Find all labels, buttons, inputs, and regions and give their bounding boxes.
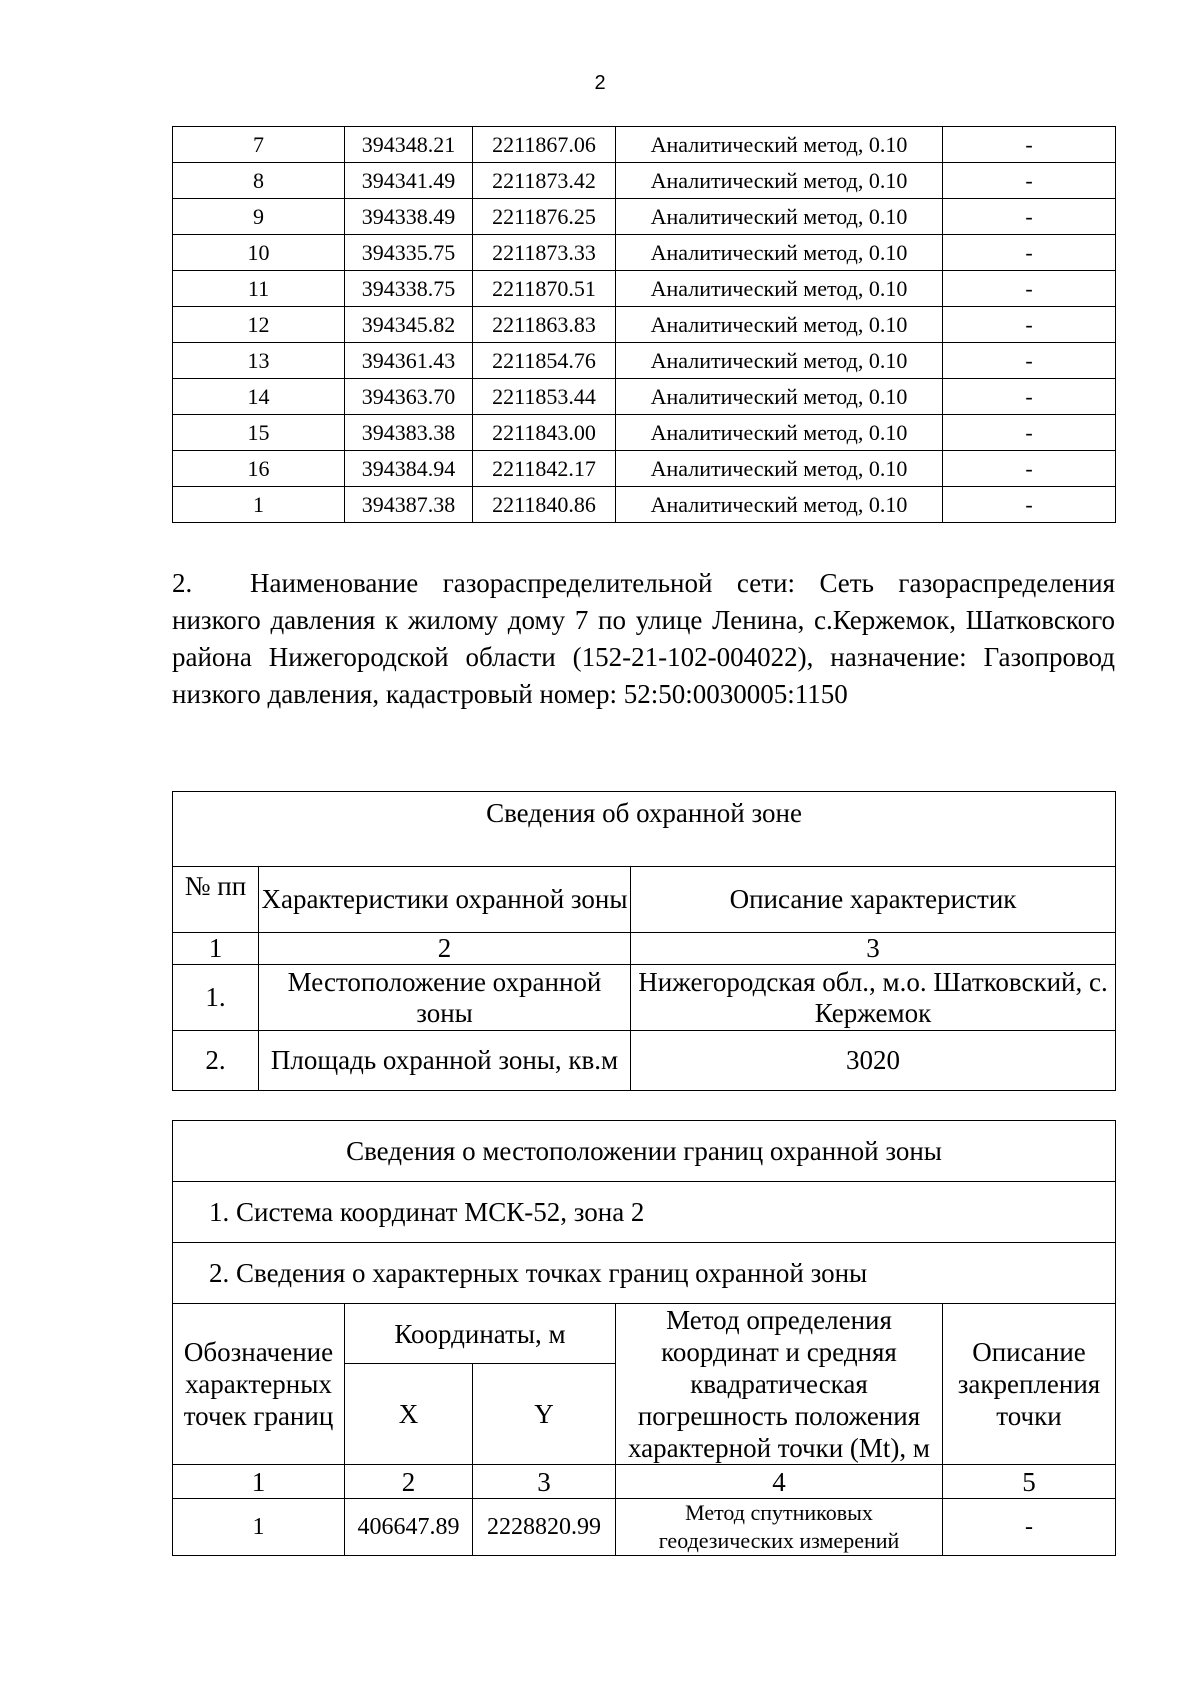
table-row — [173, 307, 1116, 343]
coords-cell-y: 2211853.44 — [473, 379, 616, 415]
coords-cell-method: Аналитический метод, 0.10 — [616, 127, 943, 163]
coords-cell-method: Аналитический метод, 0.10 — [616, 379, 943, 415]
table-row — [173, 163, 1116, 199]
zone-row-desc: 3020 — [631, 1031, 1116, 1091]
coords-cell-y: 2211863.83 — [473, 307, 616, 343]
bounds-row-method: Метод спутниковых геодезических измерений — [616, 1499, 943, 1556]
coords-cell-point: 7 — [173, 127, 345, 163]
bounds-colnum-3: 3 — [473, 1465, 616, 1499]
coords-cell-desc: - — [943, 199, 1116, 235]
coords-cell-x: 394383.38 — [345, 415, 473, 451]
coords-cell-point: 13 — [173, 343, 345, 379]
bounds-colnum-5: 5 — [943, 1465, 1116, 1499]
section-number: 2. — [172, 568, 193, 598]
coords-cell-y: 2211873.42 — [473, 163, 616, 199]
section-text: Наименование газораспределительной сети: Сеть газораспределения низкого давления к жилому дому 7 по улице Ленина, с.Кержемок, Шатковского района Нижегородской области (152-21-102-004022), назначение: Газопровод низкого давления, кадастровый номер: 52:50:0030005:1150 — [172, 568, 1115, 709]
coordinates-table — [172, 126, 1116, 523]
coords-cell-point: 16 — [173, 451, 345, 487]
coords-cell-method: Аналитический метод, 0.10 — [616, 235, 943, 271]
zone-table-title: Сведения об охранной зоне — [173, 792, 1116, 867]
coords-cell-method: Аналитический метод, 0.10 — [616, 451, 943, 487]
coords-cell-y: 2211843.00 — [473, 415, 616, 451]
coords-cell-method: Аналитический метод, 0.10 — [616, 415, 943, 451]
table-row — [173, 487, 1116, 523]
coords-cell-y: 2211870.51 — [473, 271, 616, 307]
zone-header-num: № пп — [173, 867, 259, 933]
bounds-colnum-2: 2 — [345, 1465, 473, 1499]
table-row — [173, 199, 1116, 235]
coords-cell-desc: - — [943, 127, 1116, 163]
coords-cell-y: 2211876.25 — [473, 199, 616, 235]
coords-cell-desc: - — [943, 235, 1116, 271]
coords-cell-desc: - — [943, 163, 1116, 199]
zone-row-char: Площадь охранной зоны, кв.м — [259, 1031, 631, 1091]
table-row — [173, 415, 1116, 451]
coords-cell-method: Аналитический метод, 0.10 — [616, 163, 943, 199]
bounds-row-point: 1 — [173, 1499, 345, 1556]
coords-cell-y: 2211854.76 — [473, 343, 616, 379]
zone-colnum-2: 2 — [259, 933, 631, 965]
header-designation: Обозначение характерных точек границ — [173, 1304, 345, 1465]
bounds-colnum-4: 4 — [616, 1465, 943, 1499]
section-paragraph — [172, 565, 1115, 713]
zone-row-desc: Нижегородская обл., м.о. Шатковский, с. Кержемок — [631, 965, 1116, 1031]
zone-header-char: Характеристики охранной зоны — [259, 867, 631, 933]
bounds-table-title: Сведения о местоположении границ охранной зоны — [173, 1121, 1116, 1182]
coords-cell-x: 394363.70 — [345, 379, 473, 415]
coords-cell-method: Аналитический метод, 0.10 — [616, 271, 943, 307]
protection-zone-table — [172, 791, 1116, 1091]
coords-cell-method: Аналитический метод, 0.10 — [616, 199, 943, 235]
coords-cell-y: 2211873.33 — [473, 235, 616, 271]
coords-cell-x: 394361.43 — [345, 343, 473, 379]
coords-cell-x: 394345.82 — [345, 307, 473, 343]
page-number: 2 — [594, 72, 606, 94]
coords-cell-x: 394338.75 — [345, 271, 473, 307]
zone-header-desc: Описание характеристик — [631, 867, 1116, 933]
coords-cell-x: 394384.94 — [345, 451, 473, 487]
coords-cell-desc: - — [943, 343, 1116, 379]
header-method: Метод определения координат и средняя квадратическая погрешность положения характерной точки (Mt), м — [616, 1304, 943, 1465]
coords-cell-desc: - — [943, 379, 1116, 415]
zone-row-char: Местоположение охранной зоны — [259, 965, 631, 1031]
coords-cell-point: 12 — [173, 307, 345, 343]
bounds-row-x: 406647.89 — [345, 1499, 473, 1556]
coords-cell-x: 394348.21 — [345, 127, 473, 163]
coords-cell-point: 8 — [173, 163, 345, 199]
coords-cell-desc: - — [943, 415, 1116, 451]
coords-cell-x: 394338.49 — [345, 199, 473, 235]
coords-cell-point: 11 — [173, 271, 345, 307]
table-row — [173, 379, 1116, 415]
header-fixing: Описание закрепления точки — [943, 1304, 1116, 1465]
coords-cell-y: 2211842.17 — [473, 451, 616, 487]
header-y: Y — [473, 1364, 616, 1465]
coordinate-system: 1. Система координат МСК-52, зона 2 — [173, 1182, 1116, 1243]
zone-colnum-1: 1 — [173, 933, 259, 965]
coords-cell-method: Аналитический метод, 0.10 — [616, 487, 943, 523]
coords-cell-x: 394335.75 — [345, 235, 473, 271]
zone-row-num: 1. — [173, 965, 259, 1031]
table-row — [173, 343, 1116, 379]
header-coordinates: Координаты, м — [345, 1304, 616, 1364]
coords-cell-y: 2211867.06 — [473, 127, 616, 163]
coords-cell-desc: - — [943, 451, 1116, 487]
coords-cell-point: 1 — [173, 487, 345, 523]
zone-colnum-3: 3 — [631, 933, 1116, 965]
coords-cell-desc: - — [943, 271, 1116, 307]
coords-cell-desc: - — [943, 307, 1116, 343]
coords-cell-point: 14 — [173, 379, 345, 415]
coords-cell-y: 2211840.86 — [473, 487, 616, 523]
coords-cell-x: 394341.49 — [345, 163, 473, 199]
bounds-row-desc: - — [943, 1499, 1116, 1556]
zone-row-num: 2. — [173, 1031, 259, 1091]
bounds-row-y: 2228820.99 — [473, 1499, 616, 1556]
coords-cell-point: 15 — [173, 415, 345, 451]
table-row — [173, 235, 1116, 271]
coords-cell-method: Аналитический метод, 0.10 — [616, 307, 943, 343]
coords-cell-point: 10 — [173, 235, 345, 271]
table-row — [173, 271, 1116, 307]
table-row — [173, 127, 1116, 163]
header-x: X — [345, 1364, 473, 1465]
coords-cell-desc: - — [943, 487, 1116, 523]
bounds-colnum-1: 1 — [173, 1465, 345, 1499]
coords-cell-x: 394387.38 — [345, 487, 473, 523]
points-section-title: 2. Сведения о характерных точках границ охранной зоны — [173, 1243, 1116, 1304]
table-row — [173, 451, 1116, 487]
coords-cell-point: 9 — [173, 199, 345, 235]
coords-cell-method: Аналитический метод, 0.10 — [616, 343, 943, 379]
boundary-location-table — [172, 1120, 1116, 1556]
